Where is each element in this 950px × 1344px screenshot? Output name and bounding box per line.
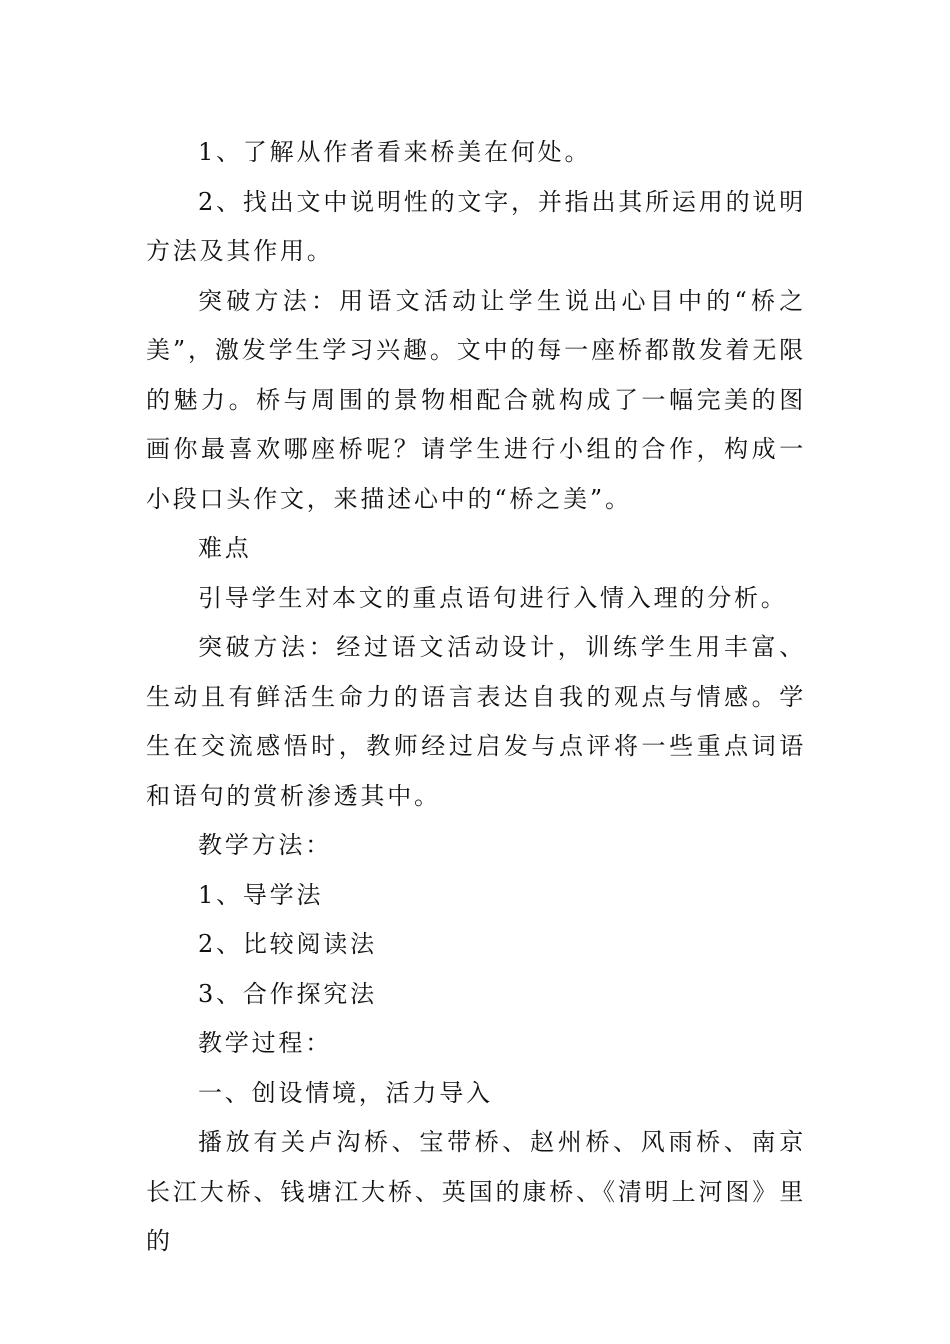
process-step-1-heading: 一、创设情境，活力导入 [198, 1078, 493, 1107]
teaching-method-3: 3、合作探究法 [198, 979, 377, 1008]
teaching-method-2: 2、比较阅读法 [198, 930, 377, 958]
document-page [146, 128, 806, 1267]
difficulty-text: 引导学生对本文的重点语句进行入情入理的分析。 [198, 583, 788, 612]
teaching-method-1: 1、导学法 [198, 880, 324, 909]
objective-1: 1、了解从作者看来桥美在何处。 [198, 138, 592, 166]
difficulty-heading: 难点 [198, 534, 252, 562]
teaching-methods-heading: 教学方法： [198, 831, 332, 859]
teaching-process-heading: 教学过程： [198, 1029, 332, 1057]
process-step-1-text: 播放有关卢沟桥、宝带桥、赵州桥、风雨桥、南京长江大桥、钱塘江大桥、英国的康桥、《清明上河图》里的 [146, 1128, 806, 1255]
objective-2: 2、找出文中说明性的文字，并指出其所运用的说明方法及其作用。 [146, 187, 806, 265]
breakthrough-method-1: 突破方法：用语文活动让学生说出心目中的“桥之美”，激发学生学习兴趣。文中的每一座桥都散发着无限的魅力。桥与周围的景物相配合就构成了一幅完美的图画你最喜欢哪座桥呢？请学生进行小组的合作，构成一小段口头作文，来描述心中的“桥之美”。 [146, 286, 806, 513]
breakthrough-method-2: 突破方法：经过语文活动设计，训练学生用丰富、生动且有鲜活生命力的语言表达自我的观点与情感。学生在交流感悟时，教师经过启发与点评将一些重点词语和语句的赏析渗透其中。 [146, 633, 806, 810]
